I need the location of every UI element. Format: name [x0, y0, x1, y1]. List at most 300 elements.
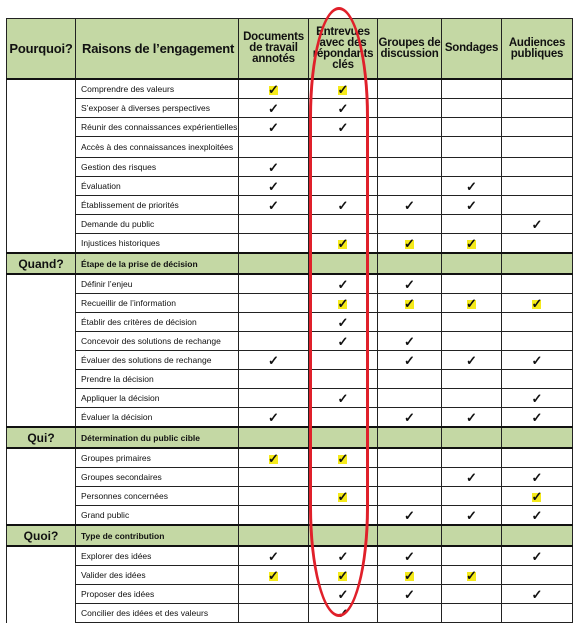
method-cell — [502, 585, 573, 604]
method-cell — [309, 99, 378, 118]
table-row — [7, 351, 573, 370]
checkmark-icon — [531, 588, 543, 600]
reason-label: Concilier des idées et des valeurs — [76, 604, 239, 623]
question-column-cell — [7, 389, 76, 408]
method-cell — [442, 177, 502, 196]
method-cell — [442, 196, 502, 215]
method-cell — [378, 370, 442, 389]
section-header-cell — [378, 427, 442, 448]
method-cell — [309, 370, 378, 389]
check-glyph: ✓ — [268, 548, 279, 564]
check-glyph: ✓ — [337, 276, 349, 292]
method-cell — [378, 177, 442, 196]
table-row — [7, 234, 573, 254]
check-glyph: ✓ — [337, 548, 349, 564]
method-cell — [442, 294, 502, 313]
reason-label: Prendre la décision — [76, 370, 239, 389]
section-header-row — [7, 525, 573, 546]
checkmark-icon — [404, 335, 416, 347]
table-row — [7, 566, 573, 585]
method-cell — [442, 408, 502, 428]
method-cell — [309, 294, 378, 313]
reason-label: Accès à des connaissances inexploitées — [76, 137, 239, 158]
method-cell — [502, 351, 573, 370]
check-glyph: ✓ — [337, 450, 349, 466]
method-cell — [442, 468, 502, 487]
check-glyph: ✓ — [404, 567, 415, 583]
check-glyph: ✓ — [466, 178, 477, 194]
question-column-cell — [7, 196, 76, 215]
reason-label: Demande du public — [76, 215, 239, 234]
question-column-cell — [7, 332, 76, 351]
section-header-cell — [378, 525, 442, 546]
highlighted-checkmark-icon — [337, 297, 349, 309]
method-cell — [502, 158, 573, 177]
question-column-cell — [7, 351, 76, 370]
check-glyph: ✓ — [337, 295, 349, 311]
method-cell — [502, 468, 573, 487]
checkmark-icon — [337, 316, 349, 328]
table-row — [7, 313, 573, 332]
method-cell — [239, 137, 309, 158]
method-cell — [502, 604, 573, 623]
header-method-public-hearings: Audiences publiques — [502, 19, 573, 80]
highlighted-checkmark-icon — [466, 237, 478, 249]
check-glyph: ✓ — [404, 586, 415, 602]
method-cell — [239, 196, 309, 215]
table-row — [7, 468, 573, 487]
method-cell — [309, 313, 378, 332]
highlighted-checkmark-icon — [337, 452, 349, 464]
reason-label: Personnes concernées — [76, 487, 239, 506]
check-glyph: ✓ — [531, 409, 543, 425]
reason-label: Groupes secondaires — [76, 468, 239, 487]
check-glyph: ✓ — [531, 390, 543, 406]
method-cell — [502, 294, 573, 313]
checkmark-icon — [268, 102, 280, 114]
method-cell — [378, 137, 442, 158]
table-row — [7, 506, 573, 526]
header-method-focus-groups: Groupes de discussion — [378, 19, 442, 80]
section-header-cell — [442, 253, 502, 274]
checkmark-icon — [404, 354, 416, 366]
method-cell — [502, 234, 573, 254]
checkmark-icon — [337, 588, 349, 600]
method-cell — [442, 604, 502, 623]
table-row — [7, 370, 573, 389]
method-cell — [239, 332, 309, 351]
check-glyph: ✓ — [404, 276, 415, 292]
method-cell — [309, 566, 378, 585]
method-cell — [502, 177, 573, 196]
checkmark-icon — [404, 509, 416, 521]
section-header-cell — [442, 525, 502, 546]
method-cell — [309, 274, 378, 294]
section-header-cell — [239, 427, 309, 448]
method-cell — [442, 215, 502, 234]
check-glyph: ✓ — [404, 333, 415, 349]
method-cell — [239, 215, 309, 234]
checkmark-icon — [531, 218, 543, 230]
section-header-cell — [239, 525, 309, 546]
header-method-interviews: Entrevues avec des répondants clés — [309, 19, 378, 80]
table-row — [7, 274, 573, 294]
method-cell — [239, 79, 309, 99]
check-glyph: ✓ — [531, 216, 543, 232]
check-glyph: ✓ — [466, 507, 477, 523]
highlighted-checkmark-icon — [404, 297, 416, 309]
method-cell — [502, 546, 573, 566]
method-cell — [309, 158, 378, 177]
method-cell — [378, 234, 442, 254]
method-cell — [378, 215, 442, 234]
question-column-cell — [7, 313, 76, 332]
method-cell — [309, 585, 378, 604]
checkmark-icon — [404, 550, 416, 562]
checkmark-icon — [268, 550, 280, 562]
highlighted-checkmark-icon — [404, 569, 416, 581]
question-column-cell — [7, 408, 76, 428]
question-column-cell — [7, 487, 76, 506]
check-glyph: ✓ — [268, 159, 279, 175]
method-cell — [378, 408, 442, 428]
method-cell — [502, 389, 573, 408]
section-header-cell — [378, 253, 442, 274]
highlighted-checkmark-icon — [466, 569, 478, 581]
checkmark-icon — [268, 354, 280, 366]
method-cell — [239, 585, 309, 604]
method-cell — [239, 294, 309, 313]
method-cell — [378, 79, 442, 99]
check-glyph: ✓ — [466, 295, 477, 311]
check-glyph: ✓ — [337, 333, 349, 349]
highlighted-checkmark-icon — [404, 237, 416, 249]
check-glyph: ✓ — [466, 197, 477, 213]
reason-label: Proposer des idées — [76, 585, 239, 604]
highlighted-checkmark-icon — [531, 297, 543, 309]
question-column-cell — [7, 99, 76, 118]
check-glyph: ✓ — [337, 119, 349, 135]
checkmark-icon — [531, 392, 543, 404]
check-glyph: ✓ — [466, 409, 477, 425]
method-cell — [239, 351, 309, 370]
method-cell — [442, 332, 502, 351]
method-cell — [309, 196, 378, 215]
method-cell — [378, 604, 442, 623]
check-glyph: ✓ — [404, 507, 415, 523]
check-glyph: ✓ — [466, 235, 477, 251]
section-header-cell — [502, 253, 573, 274]
method-cell — [378, 468, 442, 487]
section-header-cell — [502, 427, 573, 448]
method-cell — [239, 487, 309, 506]
check-glyph: ✓ — [404, 352, 415, 368]
method-cell — [378, 118, 442, 137]
checkmark-icon — [531, 550, 543, 562]
checkmark-icon — [404, 278, 416, 290]
check-glyph: ✓ — [337, 390, 349, 406]
header-method-documents: Documents de travail annotés — [239, 19, 309, 80]
engagement-matrix — [6, 18, 572, 623]
table-row — [7, 79, 573, 99]
check-glyph: ✓ — [531, 352, 543, 368]
section-question: Qui? — [7, 427, 76, 448]
method-cell — [502, 313, 573, 332]
check-glyph: ✓ — [466, 469, 477, 485]
method-cell — [309, 468, 378, 487]
check-glyph: ✓ — [404, 197, 415, 213]
table-row — [7, 389, 573, 408]
method-cell — [442, 351, 502, 370]
method-cell — [239, 389, 309, 408]
method-cell — [309, 604, 378, 623]
checkmark-icon — [404, 199, 416, 211]
highlighted-checkmark-icon — [337, 490, 349, 502]
highlighted-checkmark-icon — [337, 569, 349, 581]
table-row — [7, 196, 573, 215]
header-row — [7, 19, 573, 80]
method-cell — [442, 274, 502, 294]
highlighted-checkmark-icon — [268, 83, 280, 95]
reason-label: Injustices historiques — [76, 234, 239, 254]
checkmark-icon — [337, 607, 349, 619]
check-glyph: ✓ — [531, 488, 543, 504]
highlighted-checkmark-icon — [268, 452, 280, 464]
method-cell — [442, 313, 502, 332]
method-cell — [378, 389, 442, 408]
checkmark-icon — [337, 102, 349, 114]
method-cell — [442, 370, 502, 389]
check-glyph: ✓ — [404, 548, 415, 564]
question-column-cell — [7, 158, 76, 177]
method-cell — [309, 487, 378, 506]
method-cell — [502, 274, 573, 294]
method-cell — [502, 79, 573, 99]
reason-label: Concevoir des solutions de rechange — [76, 332, 239, 351]
section-header-row — [7, 427, 573, 448]
check-glyph: ✓ — [268, 100, 279, 116]
table-row — [7, 137, 573, 158]
checkmark-icon — [466, 354, 478, 366]
method-cell — [502, 196, 573, 215]
method-cell — [309, 118, 378, 137]
method-cell — [442, 506, 502, 526]
method-cell — [239, 99, 309, 118]
method-cell — [239, 566, 309, 585]
header-why: Pourquoi? — [7, 19, 76, 80]
reason-label: Grand public — [76, 506, 239, 526]
highlighted-checkmark-icon — [337, 83, 349, 95]
method-cell — [378, 274, 442, 294]
method-cell — [502, 566, 573, 585]
section-title: Détermination du public cible — [76, 427, 239, 448]
method-cell — [502, 506, 573, 526]
checkmark-icon — [466, 509, 478, 521]
check-glyph: ✓ — [531, 586, 543, 602]
method-cell — [378, 506, 442, 526]
reason-label: Comprendre des valeurs — [76, 79, 239, 99]
question-column-cell — [7, 566, 76, 585]
table-row — [7, 585, 573, 604]
method-cell — [442, 546, 502, 566]
section-header-cell — [309, 253, 378, 274]
reason-label: Évaluation — [76, 177, 239, 196]
check-glyph: ✓ — [531, 469, 543, 485]
table-row — [7, 118, 573, 137]
question-column-cell — [7, 506, 76, 526]
method-cell — [239, 370, 309, 389]
section-header-row — [7, 253, 573, 274]
method-cell — [502, 487, 573, 506]
table-row — [7, 604, 573, 623]
check-glyph: ✓ — [337, 567, 349, 583]
method-cell — [309, 332, 378, 351]
reason-label: Groupes primaires — [76, 448, 239, 468]
method-cell — [442, 585, 502, 604]
checkmark-icon — [337, 335, 349, 347]
check-glyph: ✓ — [466, 352, 477, 368]
check-glyph: ✓ — [268, 567, 279, 583]
checkmark-icon — [531, 471, 543, 483]
highlighted-checkmark-icon — [268, 569, 280, 581]
method-cell — [442, 566, 502, 585]
table-row — [7, 99, 573, 118]
checkmark-icon — [531, 354, 543, 366]
question-column-cell — [7, 79, 76, 99]
method-cell — [309, 546, 378, 566]
check-glyph: ✓ — [268, 178, 279, 194]
check-glyph: ✓ — [337, 605, 349, 621]
question-column-cell — [7, 585, 76, 604]
method-cell — [502, 215, 573, 234]
reason-label: Recueillir de l’information — [76, 294, 239, 313]
method-cell — [442, 448, 502, 468]
section-header-cell — [309, 427, 378, 448]
reason-label: Évaluer des solutions de rechange — [76, 351, 239, 370]
checkmark-icon — [466, 471, 478, 483]
checkmark-icon — [404, 411, 416, 423]
method-cell — [442, 389, 502, 408]
checkmark-icon — [337, 550, 349, 562]
check-glyph: ✓ — [531, 507, 543, 523]
method-cell — [442, 79, 502, 99]
check-glyph: ✓ — [268, 197, 279, 213]
table-row — [7, 294, 573, 313]
check-glyph: ✓ — [337, 586, 349, 602]
reason-label: Réunir des connaissances expérientielles — [76, 118, 239, 137]
question-column-cell — [7, 294, 76, 313]
method-cell — [378, 546, 442, 566]
checkmark-icon — [268, 161, 280, 173]
method-cell — [442, 118, 502, 137]
header-method-surveys: Sondages — [442, 19, 502, 80]
method-cell — [309, 389, 378, 408]
method-cell — [378, 566, 442, 585]
check-glyph: ✓ — [404, 295, 415, 311]
method-cell — [309, 215, 378, 234]
highlighted-checkmark-icon — [531, 490, 543, 502]
question-column-cell — [7, 177, 76, 196]
highlighted-checkmark-icon — [466, 297, 478, 309]
method-cell — [309, 234, 378, 254]
method-cell — [239, 468, 309, 487]
checkmark-icon — [268, 199, 280, 211]
question-column-cell — [7, 137, 76, 158]
method-cell — [239, 546, 309, 566]
check-glyph: ✓ — [268, 352, 279, 368]
method-cell — [309, 351, 378, 370]
checkmark-icon — [337, 199, 349, 211]
method-cell — [239, 506, 309, 526]
checkmark-icon — [531, 509, 543, 521]
check-glyph: ✓ — [337, 314, 349, 330]
check-glyph: ✓ — [268, 409, 279, 425]
question-column-cell — [7, 118, 76, 137]
method-cell — [502, 332, 573, 351]
question-column-cell — [7, 468, 76, 487]
checkmark-icon — [268, 121, 280, 133]
reason-label: Établissement de priorités — [76, 196, 239, 215]
method-cell — [502, 99, 573, 118]
section-title: Étape de la prise de décision — [76, 253, 239, 274]
table-row — [7, 158, 573, 177]
method-cell — [378, 313, 442, 332]
method-cell — [309, 408, 378, 428]
question-column-cell — [7, 215, 76, 234]
checkmark-icon — [268, 180, 280, 192]
method-cell — [309, 177, 378, 196]
check-glyph: ✓ — [337, 488, 349, 504]
method-cell — [239, 177, 309, 196]
method-cell — [378, 99, 442, 118]
method-cell — [309, 137, 378, 158]
reason-label: Gestion des risques — [76, 158, 239, 177]
checkmark-icon — [337, 121, 349, 133]
check-glyph: ✓ — [404, 235, 415, 251]
table-row — [7, 546, 573, 566]
checkmark-icon — [337, 278, 349, 290]
checkmark-icon — [268, 411, 280, 423]
method-cell — [378, 487, 442, 506]
question-column-cell — [7, 234, 76, 254]
method-cell — [378, 351, 442, 370]
method-cell — [502, 137, 573, 158]
reason-label: Évaluer la décision — [76, 408, 239, 428]
reason-label: Établir des critères de décision — [76, 313, 239, 332]
question-column-cell — [7, 274, 76, 294]
method-cell — [239, 234, 309, 254]
method-cell — [378, 294, 442, 313]
method-cell — [442, 234, 502, 254]
method-cell — [239, 313, 309, 332]
section-header-cell — [309, 525, 378, 546]
reason-label: Définir l’enjeu — [76, 274, 239, 294]
method-cell — [309, 79, 378, 99]
header-reasons: Raisons de l’engagement — [76, 19, 239, 80]
method-cell — [502, 408, 573, 428]
checkmark-icon — [337, 392, 349, 404]
question-column-cell — [7, 604, 76, 623]
method-cell — [502, 448, 573, 468]
reason-label: Explorer des idées — [76, 546, 239, 566]
method-cell — [239, 604, 309, 623]
method-cell — [502, 118, 573, 137]
section-title: Type de contribution — [76, 525, 239, 546]
checkmark-icon — [466, 180, 478, 192]
table-row — [7, 215, 573, 234]
engagement-table — [6, 18, 573, 623]
question-column-cell — [7, 448, 76, 468]
